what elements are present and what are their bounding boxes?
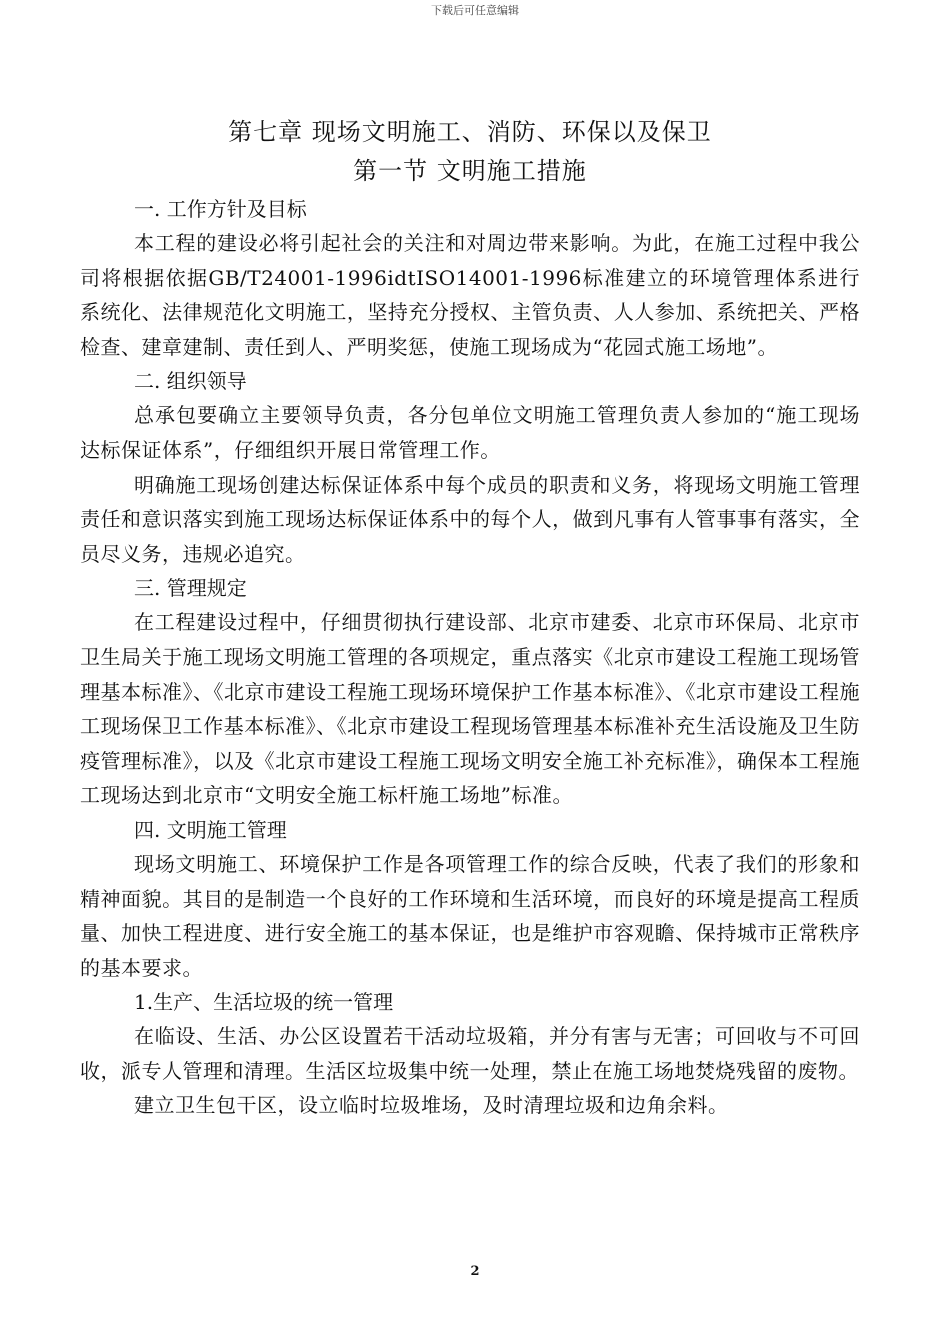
document-body [80, 112, 860, 1123]
body-paragraph: 明确施工现场创建达标保证体系中每个成员的职责和义务，将现场文明施工管理责任和意识落实到施工现场达标保证体系中的每个人，做到凡事有人管事事有落实，全员尽义务，违规必追究。 [80, 472, 860, 566]
section-title: 第一节 文明施工措施 [353, 157, 587, 185]
body-blocks [80, 192, 860, 1123]
chapter-title: 第七章 现场文明施工、消防、环保以及保卫 [228, 118, 712, 146]
page-number: 2 [470, 1264, 480, 1279]
subsection-heading: 1.生产、生活垃圾的统一管理 [134, 990, 394, 1015]
body-paragraph: 在临设、生活、办公区设置若干活动垃圾箱，并分有害与无害；可回收与不可回收，派专人管理和清理。生活区垃圾集中统一处理，禁止在施工场地焚烧残留的废物。 [80, 1024, 860, 1083]
body-paragraph: 现场文明施工、环境保护工作是各项管理工作的综合反映，代表了我们的形象和精神面貌。其目的是制造一个良好的工作环境和生活环境，而良好的环境是提高工程质量、加快工程进度、进行安全施工的基本保证，也是维护市容观瞻、保持城市正常秩序的基本要求。 [80, 851, 860, 980]
body-paragraph: 总承包要确立主要领导负责，各分包单位文明施工管理负责人参加的“施工现场达标保证体系”，仔细组织开展日常管理工作。 [80, 403, 860, 462]
subsection-heading: 二. 组织领导 [134, 369, 247, 394]
subsection-heading: 一. 工作方针及目标 [134, 197, 307, 221]
subsection-heading: 三. 管理规定 [134, 576, 247, 601]
body-paragraph: 在工程建设过程中，仔细贯彻执行建设部、北京市建委、北京市环保局、北京市卫生局关于施工现场文明施工管理的各项规定，重点落实《北京市建设工程施工现场管理基本标准》、《北京市建设工程施工现场环境保护工作基本标准》、《北京市建设工程施工现场保卫工作基本标准》、《北京市建设工程现场管理基本标准补充生活设施及卫生防疫管理标准》，以及《北京市建设工程施工现场文明安全施工补充标准》，确保本工程施工现场达到北京市“文明安全施工标杆施工场地”标准。 [80, 610, 860, 808]
body-paragraph: 本工程的建设必将引起社会的关注和对周边带来影响。为此，在施工过程中我公司将根据依据GB/T24001-1996idtISO14001-1996标准建立的环境管理体系进行系统化、法律规范化文明施工，坚持充分授权、主管负责、人人参加、系统把关、严格检查、建章建制、责任到人、严明奖惩，使施工现场成为“花园式施工场地”。 [80, 231, 860, 359]
subsection-heading: 四. 文明施工管理 [134, 817, 287, 842]
header-note: 下载后可任意编辑 [431, 4, 519, 17]
body-paragraph: 建立卫生包干区，设立临时垃圾堆场，及时清理垃圾和边角余料。 [134, 1093, 729, 1118]
